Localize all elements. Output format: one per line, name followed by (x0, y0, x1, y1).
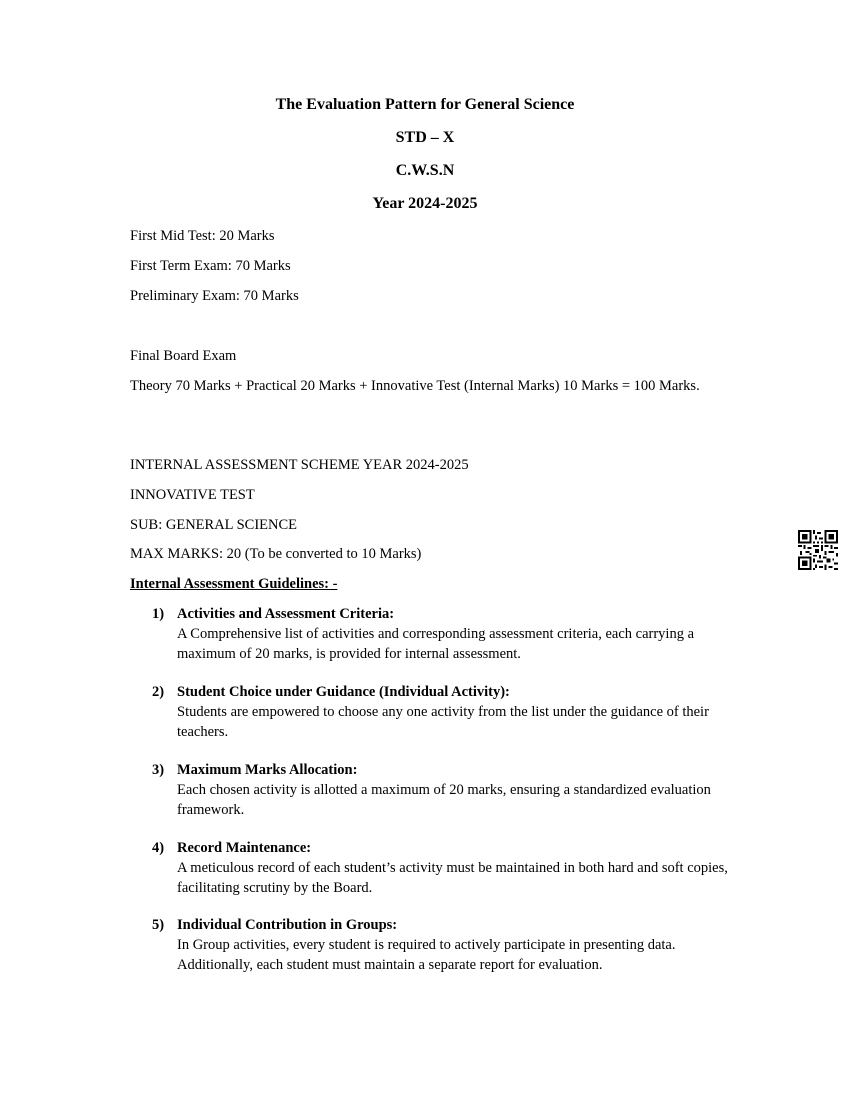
guidelines-heading: Internal Assessment Guidelines: - (130, 576, 338, 592)
guideline-number: 3) (152, 762, 165, 778)
final-board-breakdown: Theory 70 Marks + Practical 20 Marks + Innovative Test (Internal Marks) 10 Marks = 100 Marks. (130, 378, 700, 394)
internal-scheme-title: INTERNAL ASSESSMENT SCHEME YEAR 2024-2025 (130, 457, 469, 473)
guideline-title: Student Choice under Guidance (Individual Activity): (177, 684, 510, 700)
preliminary-exam: Preliminary Exam: 70 Marks (130, 288, 299, 304)
guideline-body: A Comprehensive list of activities and corresponding assessment criteria, each carrying a maximum of 20 marks, is provided for internal assessment. (177, 626, 695, 662)
guideline-number: 5) (152, 917, 165, 933)
standard-label: STD – X (395, 129, 455, 146)
guideline-body: Each chosen activity is allotted a maximum of 20 marks, ensuring a standardized evaluation framework. (177, 782, 711, 818)
guideline-title: Activities and Assessment Criteria: (177, 606, 395, 622)
guideline-title: Individual Contribution in Groups: (177, 917, 398, 933)
document-title: The Evaluation Pattern for General Science (275, 96, 575, 113)
guideline-number: 4) (152, 840, 165, 856)
guideline-body: In Group activities, every student is required to actively participate in presenting data. Additionally, each student must maintain a separate report for evaluation. (177, 937, 676, 973)
first-mid-test: First Mid Test: 20 Marks (130, 228, 275, 244)
category-label: C.W.S.N (395, 162, 455, 179)
year-label: Year 2024-2025 (372, 195, 478, 212)
max-marks: MAX MARKS: 20 (To be converted to 10 Marks) (130, 546, 422, 562)
qr-code-icon (798, 530, 838, 570)
guideline-title: Record Maintenance: (177, 840, 312, 856)
guideline-number: 1) (152, 606, 165, 622)
subject-label: SUB: GENERAL SCIENCE (130, 517, 298, 533)
guideline-body: A meticulous record of each student’s activity must be maintained in both hard and soft copies, facilitating scrutiny by the Board. (177, 860, 728, 896)
guideline-number: 2) (152, 684, 165, 700)
guideline-title: Maximum Marks Allocation: (177, 762, 358, 778)
first-term-exam: First Term Exam: 70 Marks (130, 258, 291, 274)
final-board-label: Final Board Exam (130, 348, 237, 364)
guideline-body: Students are empowered to choose any one activity from the list under the guidance of their teachers. (177, 704, 709, 740)
test-name: INNOVATIVE TEST (130, 487, 255, 503)
